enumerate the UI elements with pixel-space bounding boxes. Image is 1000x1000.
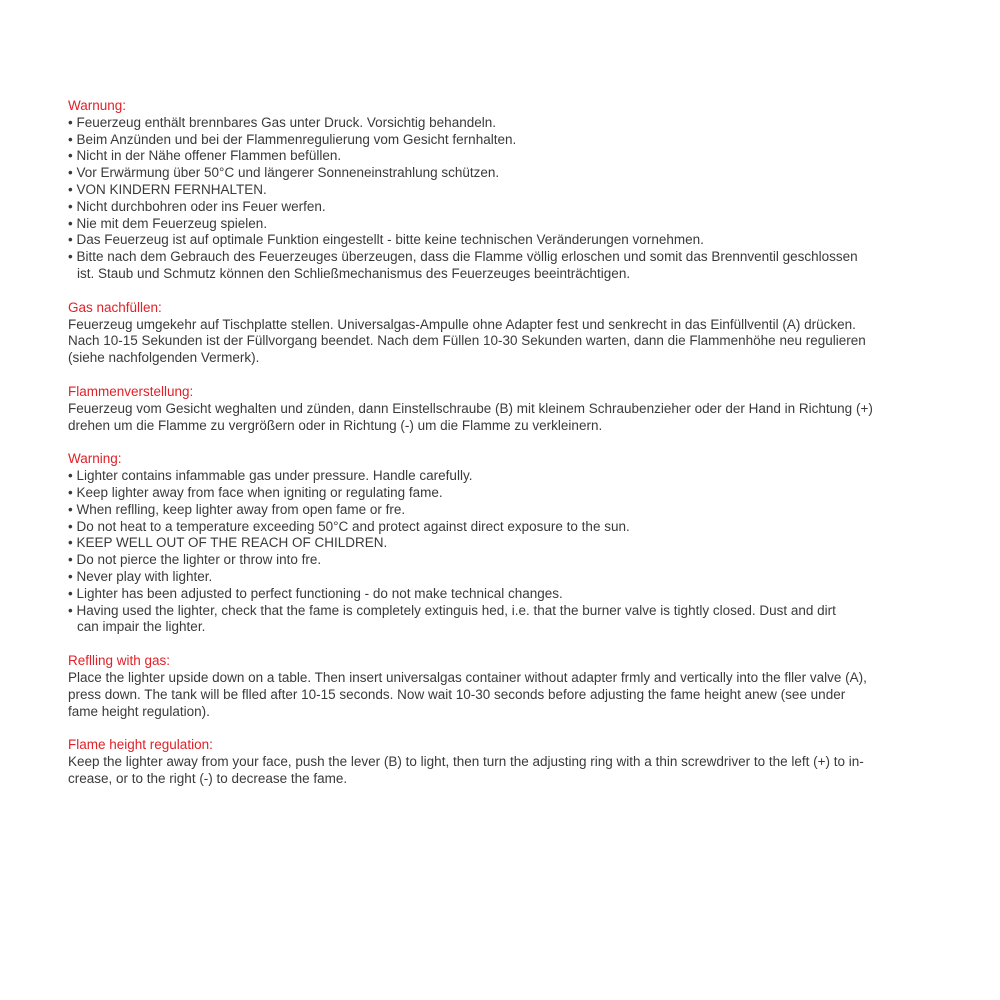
text-line: press down. The tank will be flled after 10-15 seconds. Now wait 10-30 seconds before adjusting the fame height anew (see under [68, 686, 846, 702]
text-line: ist. Staub und Schmutz können den Schließmechanismus des Feuerzeuges beeinträchtigen. [77, 265, 631, 281]
bullet-line: • Nicht durchbohren oder ins Feuer werfen. [68, 198, 326, 214]
section-gas-nachfuellen-de [68, 300, 958, 367]
text-line: (siehe nachfolgenden Vermerk). [68, 350, 260, 366]
instructions [68, 98, 958, 805]
text-line: drehen um die Flamme zu vergrößern oder in Richtung (-) um die Flamme zu verkleinern. [68, 417, 603, 433]
bullet-line: • Do not heat to a temperature exceeding 50°C and protect against direct exposure to the sun. [68, 518, 630, 534]
bullet-line: • Keep lighter away from face when igniting or regulating fame. [68, 484, 443, 500]
text-line: can impair the lighter. [77, 619, 206, 635]
bullet-line: • When reflling, keep lighter away from open fame or fre. [68, 501, 406, 517]
section-heading: Warning: [68, 451, 122, 467]
bullet-line: • Vor Erwärmung über 50°C und längerer Sonneneinstrahlung schützen. [68, 165, 500, 181]
text-line: Keep the lighter away from your face, push the lever (B) to light, then turn the adjusting ring with a thin screwdriver to the left (+) to in- [68, 754, 864, 770]
bullet-line: • Nie mit dem Feuerzeug spielen. [68, 215, 268, 231]
bullet-line: • Feuerzeug enthält brennbares Gas unter Druck. Vorsichtig behandeln. [68, 114, 496, 130]
text-line: Nach 10-15 Sekunden ist der Füllvorgang beendet. Nach dem Füllen 10-30 Sekunden warten, dann die Flammenhöhe neu regulieren [68, 333, 866, 349]
bullet-line: • Never play with lighter. [68, 568, 213, 584]
section-heading: Flammenverstellung: [68, 383, 194, 399]
section-heading: Gas nachfüllen: [68, 299, 162, 315]
text-line: fame height regulation). [68, 703, 210, 719]
text-line: Feuerzeug vom Gesicht weghalten und zünden, dann Einstellschraube (B) mit kleinem Schraubenzieher oder der Hand in Richtung (+) [68, 400, 873, 416]
bullet-line: • Having used the lighter, check that the fame is completely extinguis hed, i.e. that the burner valve is tightly closed. Dust and dirt [68, 602, 836, 618]
text-line: Place the lighter upside down on a table. Then insert universalgas container without adapter frmly and vertically into the fller valve (A), [68, 669, 867, 685]
section-warnung-de [68, 98, 958, 283]
bullet-line: • VON KINDERN FERNHALTEN. [68, 181, 267, 197]
section-warning-en [68, 451, 958, 636]
bullet-line: • Do not pierce the lighter or throw into fre. [68, 552, 322, 568]
bullet-line: • Nicht in der Nähe offener Flammen befüllen. [68, 148, 342, 164]
bullet-line: • KEEP WELL OUT OF THE REACH OF CHILDREN. [68, 535, 388, 551]
section-heading: Warnung: [68, 98, 127, 113]
bullet-line: • Lighter has been adjusted to perfect functioning - do not make technical changes. [68, 585, 563, 601]
section-flame-height-regulation-en [68, 737, 958, 787]
text-line: Feuerzeug umgekehr auf Tischplatte stellen. Universalgas-Ampulle ohne Adapter fest und senkrecht in das Einfüllventil (A) drücken. [68, 316, 856, 332]
text-line: crease, or to the right (-) to decrease the fame. [68, 770, 348, 786]
bullet-line: • Das Feuerzeug ist auf optimale Funktion eingestellt - bitte keine technischen Veränderungen vornehmen. [68, 232, 704, 248]
section-refilling-with-gas-en [68, 653, 958, 720]
bullet-line: • Lighter contains infammable gas under pressure. Handle carefully. [68, 468, 473, 484]
section-heading: Reflling with gas: [68, 653, 171, 669]
bullet-line: • Beim Anzünden und bei der Flammenregulierung vom Gesicht fernhalten. [68, 131, 517, 147]
section-flammenverstellung-de [68, 384, 958, 434]
bullet-line: • Bitte nach dem Gebrauch des Feuerzeuges überzeugen, dass die Flamme völlig erloschen und somit das Brennventil geschlossen [68, 249, 858, 265]
section-heading: Flame height regulation: [68, 737, 213, 753]
